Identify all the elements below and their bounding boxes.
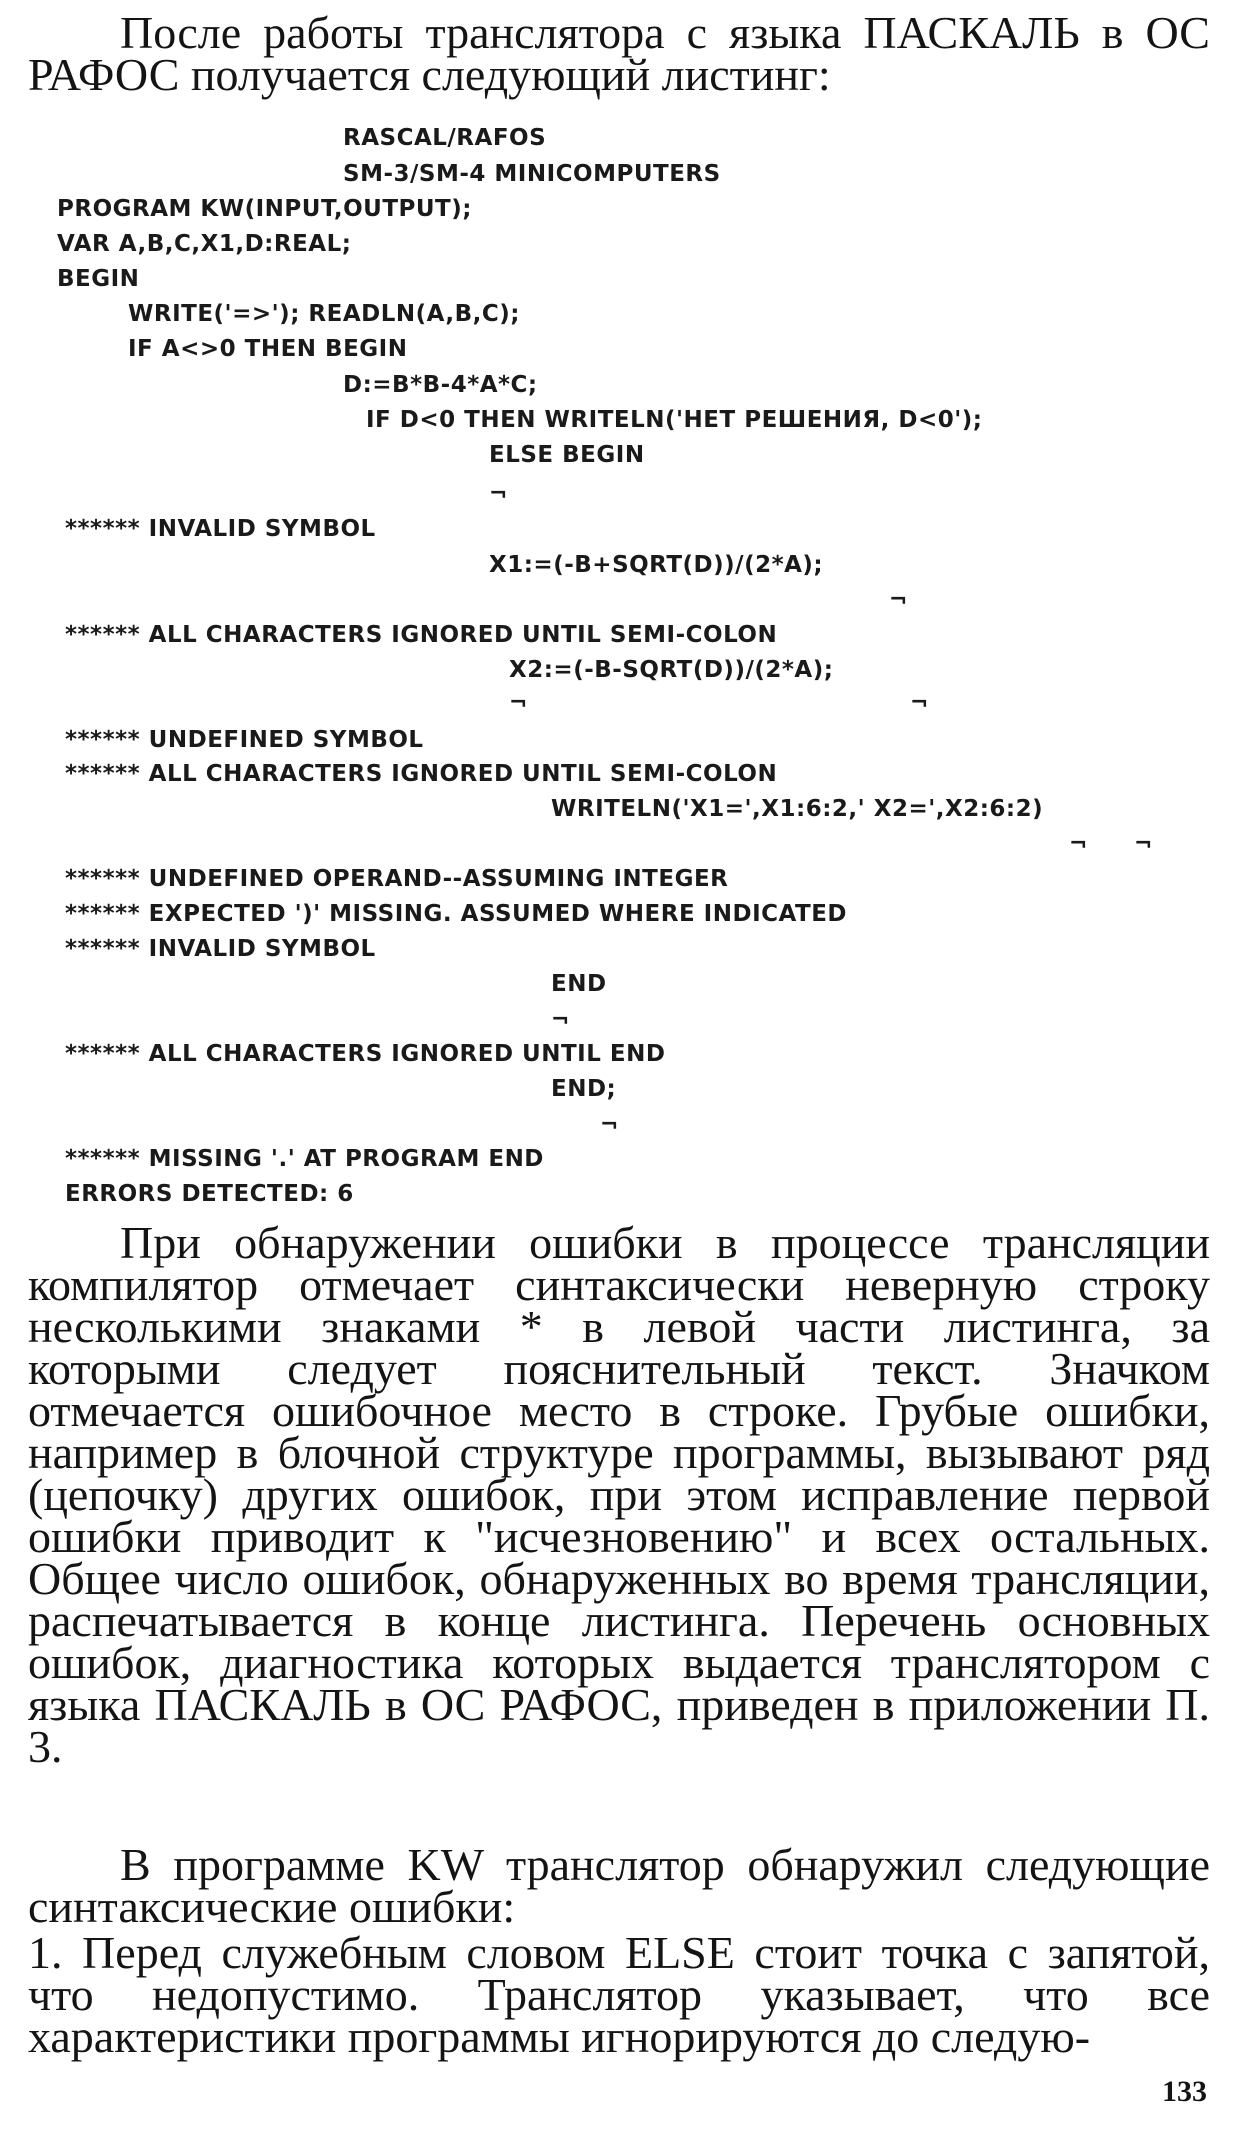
listing-code-line: END; <box>551 1076 617 1102</box>
listing-error-line: ****** ALL CHARACTERS IGNORED UNTIL END <box>65 1041 666 1067</box>
error-position-marker: ¬ <box>509 691 528 716</box>
listing-code-line: ELSE BEGIN <box>489 442 645 468</box>
error-position-marker: ¬ <box>889 588 908 613</box>
error-position-marker: ¬ <box>910 691 929 716</box>
errors-intro-paragraph: В программе KW транслятор обнаружил следующие синтаксические ошибки: <box>28 1839 1210 1932</box>
listing-code-line: END <box>551 971 607 997</box>
error-position-marker: ¬ <box>600 1113 619 1138</box>
listing-code-line: PROGRAM KW(INPUT,OUTPUT); <box>57 196 472 222</box>
intro-paragraph: После работы транслятора с языка ПАСКАЛЬ в ОС РАФОС получается следующий листинг: <box>28 7 1210 100</box>
explanation-paragraph: При обнаружении ошибки в процессе трансляции компилятор отмечает синтаксически неверную строку несколькими знаками * в левой части листинга, за которыми следует пояснительный текст. Значком отмечается ошибочное место в строке. Грубые ошибки, например в блочной структуре программы, вызывают ряд (цепочку) других ошибок, при этом исправление первой ошибки приводит к "исчезновению" и всех остальных. Общее число ошибок, обнаруженных во время трансляции, распечатывается в конце листинга. Перечень основных ошибок, диагностика которых выдается транслятором с языка ПАСКАЛЬ в ОС РАФОС, приведен в приложении П. 3. <box>28 1217 1210 1772</box>
listing-code-line: D:=B*B-4*A*C; <box>343 372 538 398</box>
listing-header-line: SM-3/SM-4 MINICOMPUTERS <box>343 161 721 187</box>
error-position-marker: ¬ <box>1069 832 1088 857</box>
listing-header-line: RASCAL/RAFOS <box>343 125 547 151</box>
listing-code-line: IF A<>0 THEN BEGIN <box>128 336 408 362</box>
listing-error-line: ****** UNDEFINED OPERAND--ASSUMING INTEGER <box>65 866 729 892</box>
listing-error-count: ERRORS DETECTED: 6 <box>65 1181 354 1207</box>
listing-code-line: WRITELN('X1=',X1:6:2,' X2=',X2:6:2) <box>551 796 1044 822</box>
error-position-marker: ¬ <box>1134 832 1153 857</box>
listing-code-line: BEGIN <box>57 266 140 292</box>
listing-error-line: ****** MISSING '.' AT PROGRAM END <box>65 1146 544 1172</box>
error-item-1: 1. Перед служебным словом ELSE стоит точка с запятой, что недопустимо. Транслятор указывает, что все характеристики программы игнорируются до следую- <box>28 1927 1210 2062</box>
listing-code-line: X2:=(-B-SQRT(D))/(2*A); <box>509 657 834 683</box>
error-position-marker: ¬ <box>551 1008 570 1033</box>
listing-error-line: ****** EXPECTED ')' MISSING. ASSUMED WHERE INDICATED <box>65 901 848 927</box>
listing-code-line: IF D<0 THEN WRITELN('НЕТ РЕШЕНИЯ, D<0'); <box>366 407 983 433</box>
listing-error-line: ****** UNDEFINED SYMBOL <box>65 727 424 753</box>
listing-code-line: VAR A,B,C,X1,D:REAL; <box>57 231 352 257</box>
listing-error-line: ****** INVALID SYMBOL <box>65 936 376 962</box>
listing-error-line: ****** ALL CHARACTERS IGNORED UNTIL SEMI-COLON <box>65 622 778 648</box>
listing-error-line: ****** ALL CHARACTERS IGNORED UNTIL SEMI-COLON <box>65 761 778 787</box>
listing-code-line: X1:=(-B+SQRT(D))/(2*A); <box>489 552 824 578</box>
listing-code-line: WRITE('=>'); READLN(A,B,C); <box>128 301 520 327</box>
page-number: 133 <box>1162 2075 1207 2108</box>
error-position-marker: ¬ <box>489 482 508 507</box>
listing-error-line: ****** INVALID SYMBOL <box>65 516 376 542</box>
